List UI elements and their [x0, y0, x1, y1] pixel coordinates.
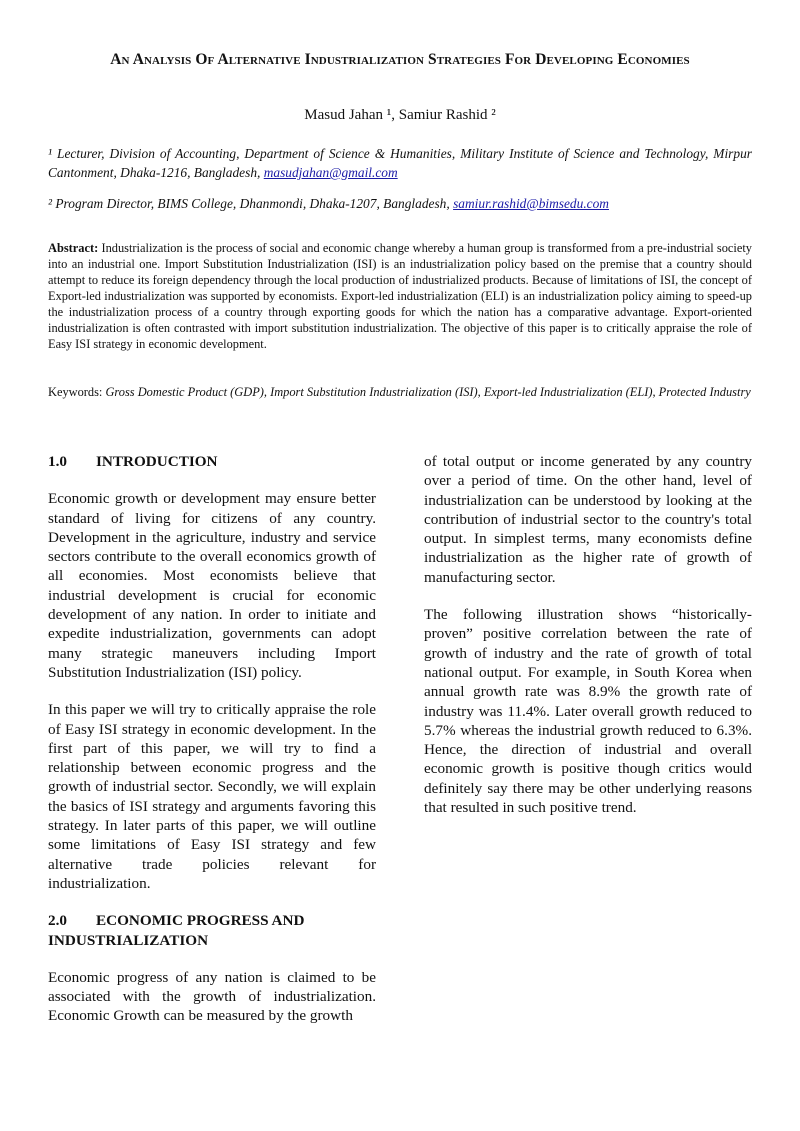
- section-2-paragraph-1-start: Economic progress of any nation is claimed to be associated with the growth of industrialization. Economic Growth can be measured by the growth: [48, 968, 376, 1025]
- right-column: [424, 452, 752, 835]
- section-2-paragraph-1-continued: of total output or income generated by any country over a period of time. On the other hand, level of industrialization can be understood by looking at the contribution of industrial sector to the country's total output. In simplest terms, many economists define industrialization as the higher rate of growth of manufacturing sector.: [424, 453, 752, 586]
- keywords-label: Keywords:: [48, 385, 106, 399]
- affiliation-1-text: ¹ Lecturer, Division of Accounting, Department of Science & Humanities, Military Institute of Science and Technology, Mirpur Cantonment, Dhaka-1216, Bangladesh,: [48, 146, 752, 180]
- section-2-number: 2.0: [48, 912, 67, 930]
- keywords: [48, 384, 752, 400]
- paper-title: An Analysis Of Alternative Industrialization Strategies For Developing Economies: [110, 51, 690, 68]
- abstract: [48, 240, 752, 352]
- keywords-text: Gross Domestic Product (GDP), Import Substitution Industrialization (ISI), Export-led Industrialization (ELI), Protected Industry: [105, 385, 751, 399]
- author-list: Masud Jahan ¹, Samiur Rashid ²: [304, 107, 496, 123]
- section-1-title: INTRODUCTION: [96, 453, 218, 470]
- section-1-paragraph-2: In this paper we will try to critically appraise the role of Easy ISI strategy in economic development. In the first part of this paper, we will try to find a relationship between economic progress and the growth of industrial sector. Secondly, we will explain the basics of ISI strategy and arguments favoring this strategy. In later parts of this paper, we will outline some limitations of Easy ISI strategy and few alternative trade policies relevant for industrialization.: [48, 701, 376, 892]
- left-column: [48, 452, 376, 1044]
- section-1-heading: [48, 452, 376, 471]
- section-2-title: ECONOMIC PROGRESS AND INDUSTRIALIZATION: [48, 912, 305, 949]
- abstract-label: Abstract:: [48, 241, 99, 255]
- affiliation-2-text: ² Program Director, BIMS College, Dhanmondi, Dhaka-1207, Bangladesh,: [48, 196, 454, 211]
- section-1-paragraph-1: Economic growth or development may ensure better standard of living for citizens of any country. Development in the agriculture, industry and service sectors contribute to the overall economics growth of all economies. Most economists believe that industrial development is crucial for economic development of any nation. In order to initiate and expedite industrialization, governments can adopt many strategic maneuvers including Import Substitution Industrialization (ISI) policy.: [48, 490, 376, 681]
- abstract-text: Industrialization is the process of social and economic change whereby a human group is transformed from a pre-industrial society into an industrial one. Import Substitution Industrialization (ISI) is an industrialization policy based on the premise that a country should attempt to reduce its foreign dependency through the local production of industrialized products. Because of limitations of ISI, the concept of Export-led industrialization was supported by economists. Export-led industrialization (ELI) is an industrialization policy aiming to speed-up the industrialization process of a country through exporting goods for which the nation has a comparative advantage. Export-oriented industrialization is often contrasted with import substitution industrialization. The objective of this paper is to critically appraise the role of Easy ISI strategy in economic development.: [48, 241, 752, 351]
- section-2-heading: [48, 911, 376, 950]
- affiliation-2: [48, 194, 752, 213]
- section-1-number: 1.0: [48, 453, 67, 470]
- section-2-paragraph-2: The following illustration shows “historically-proven” positive correlation between the rate of growth of industry and the rate of growth of total national output. For example, in South Korea when annual growth rate was 8.9% the growth rate of industry was 11.4%. Later overall growth reduced to 5.7% whereas the industrial growth reduced to 6.3%. Hence, the direction of industrial and overall economic growth is positive though critics would definitely say there may be other underlying reasons that resulted in such positive trend.: [424, 606, 752, 817]
- affiliation-1: [48, 144, 752, 182]
- email-link-1[interactable]: masudjahan@gmail.com: [263, 165, 398, 180]
- email-link-2[interactable]: samiur.rashid@bimsedu.com: [453, 196, 609, 211]
